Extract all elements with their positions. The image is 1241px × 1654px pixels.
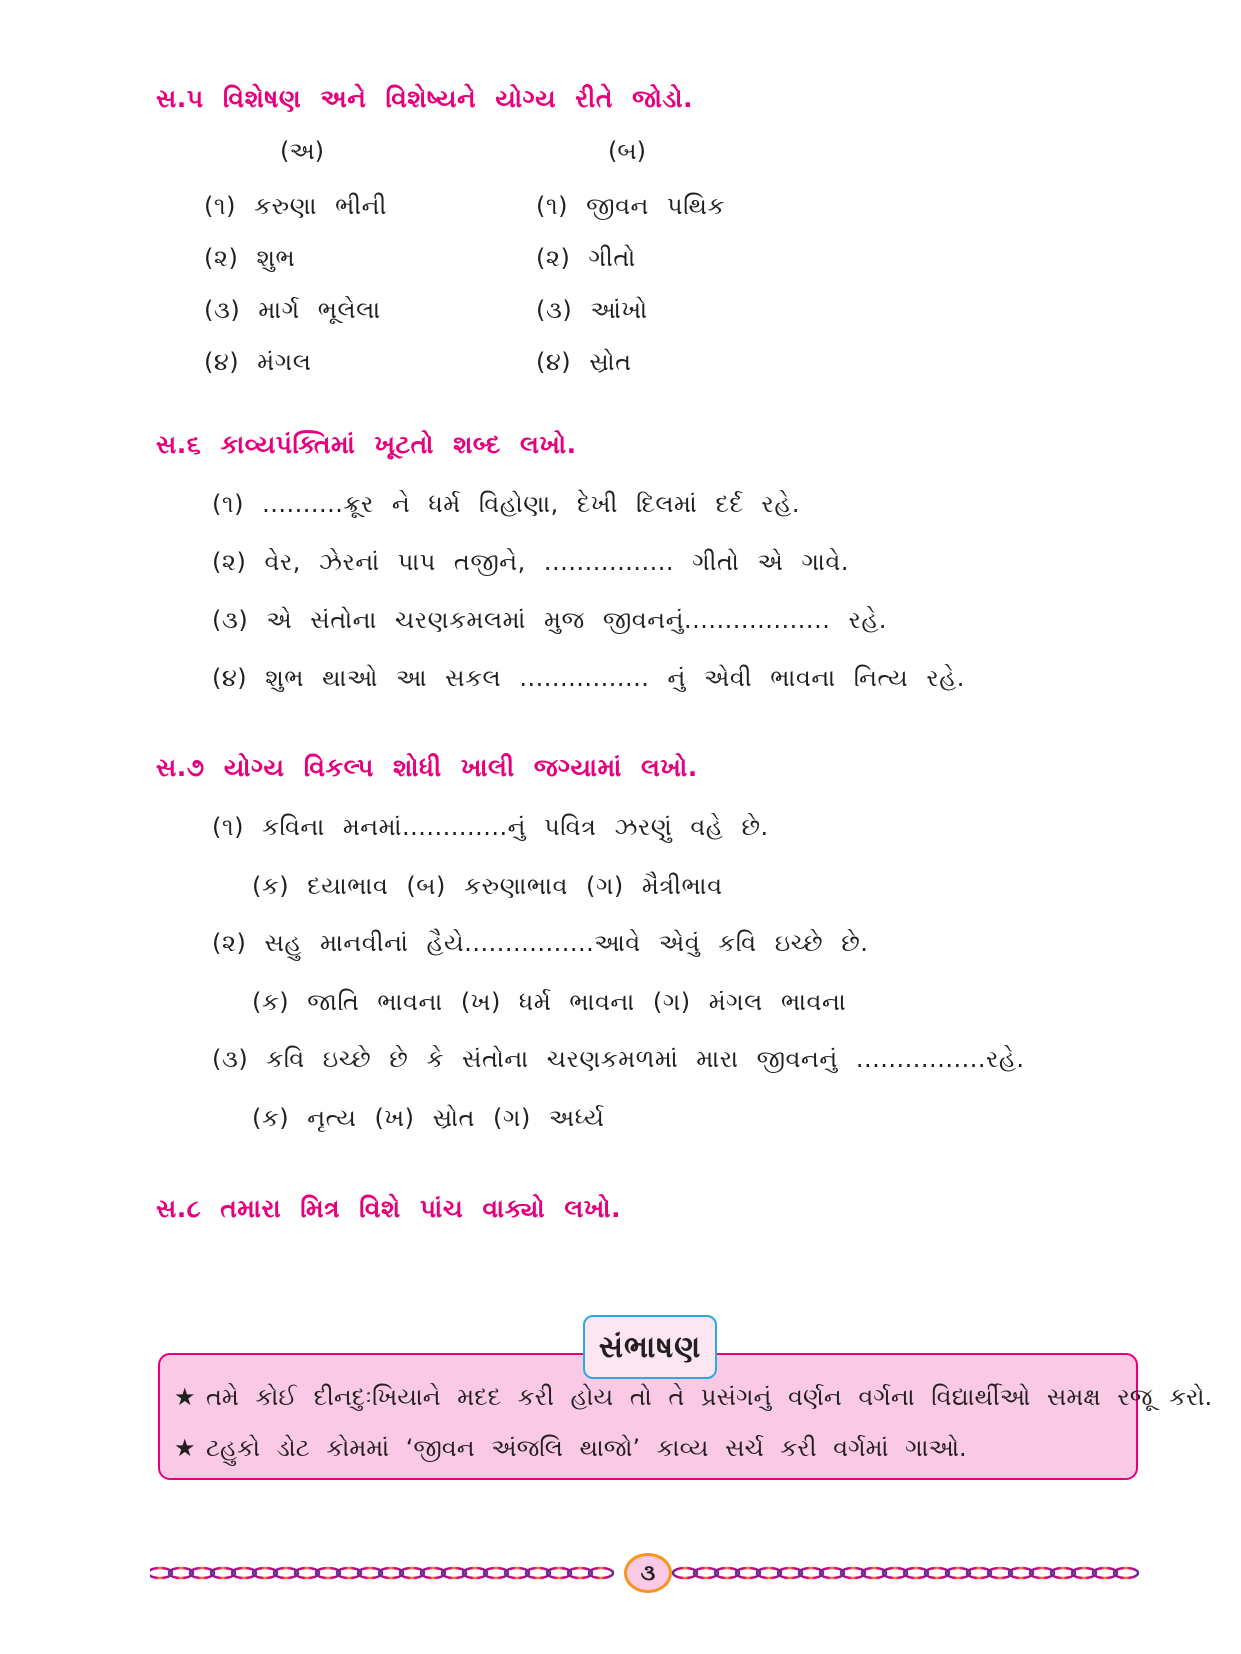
star-icon: ★ <box>174 1383 196 1411</box>
fill-blank-line: (૩) એ સંતોના ચરણકમલમાં મુજ જીવનનું.................. રહે. <box>212 606 888 634</box>
mcq-question: (૩) કવિ ઇચ્છે છે કે સંતોના ચરણકમળમાં મારા જીવનનું ................રહે. <box>212 1045 1025 1073</box>
sambhashan-item <box>174 1383 1212 1411</box>
column-b-item: (૪) સ્રોત <box>536 348 632 376</box>
column-b-heading: (બ) <box>608 137 646 165</box>
fill-blank-line: (૪) શુભ થાઓ આ સકલ ................ નું એવી ભાવના નિત્ય રહે. <box>212 664 965 692</box>
mcq-options: (ક) દયાભાવ (બ) કરુણાભાવ (ગ) મૈત્રીભાવ <box>252 872 723 900</box>
column-a-item: (૧) કરુણા ભીની <box>204 192 387 220</box>
fill-blank-line: (૨) વેર, ઝેરનાં પાપ તજીને, ................ ગીતો એ ગાવે. <box>212 548 849 576</box>
sambhashan-item-text: ટહુકો ડોટ કોમમાં ‘જીવન અંજલિ થાજો’ કાવ્ય સર્ચ કરી વર્ગમાં ગાઓ. <box>206 1434 967 1462</box>
question-5-heading: સ.૫ વિશેષણ અને વિશેષ્યને યોગ્ય રીતે જોડો. <box>156 84 693 113</box>
mcq-options: (ક) નૃત્ય (ખ) સ્રોત (ગ) અર્ધ્ય <box>252 1104 605 1132</box>
question-7-heading: સ.૭ યોગ્ય વિકલ્પ શોધી ખાલી જગ્યામાં લખો. <box>156 753 698 782</box>
column-a-heading: (અ) <box>280 137 325 165</box>
question-6-heading: સ.૬ કાવ્યપંક્તિમાં ખૂટતો શબ્દ લખો. <box>156 430 577 459</box>
column-a-item: (૩) માર્ગ ભૂલેલા <box>204 296 381 324</box>
column-b-item: (૩) આંખો <box>536 296 648 324</box>
mcq-options: (ક) જાતિ ભાવના (ખ) ધર્મ ભાવના (ગ) મંગલ ભાવના <box>252 988 847 1016</box>
column-b-item: (૨) ગીતો <box>536 244 636 272</box>
column-a-item: (૨) શુભ <box>204 244 296 272</box>
question-8-heading: સ.૮ તમારા મિત્ર વિશે પાંચ વાક્યો લખો. <box>156 1194 622 1223</box>
sambhashan-item <box>174 1434 967 1462</box>
sambhashan-title: સંભાષણ <box>583 1315 717 1379</box>
page-number: ૩ <box>624 1553 672 1593</box>
sambhashan-item-text: તમે કોઈ દીનદુઃખિયાને મદદ કરી હોય તો તે પ્રસંગનું વર્ણન વર્ગના વિદ્યાર્થીઓ સમક્ષ રજૂ કરો. <box>206 1383 1213 1411</box>
star-icon: ★ <box>174 1434 196 1462</box>
mcq-question: (૧) કવિના મનમાં.............નું પવિત્ર ઝરણું વહે છે. <box>212 813 769 841</box>
column-b-item: (૧) જીવન પથિક <box>536 192 725 220</box>
column-a-item: (૪) મંગલ <box>204 348 312 376</box>
mcq-question: (૨) સહુ માનવીનાં હૈયે................આવે એવું કવિ ઇચ્છે છે. <box>212 929 869 957</box>
fill-blank-line: (૧) ..........ક્રૂર ને ધર્મ વિહોણા, દેખી દિલમાં દર્દ રહે. <box>212 490 801 518</box>
